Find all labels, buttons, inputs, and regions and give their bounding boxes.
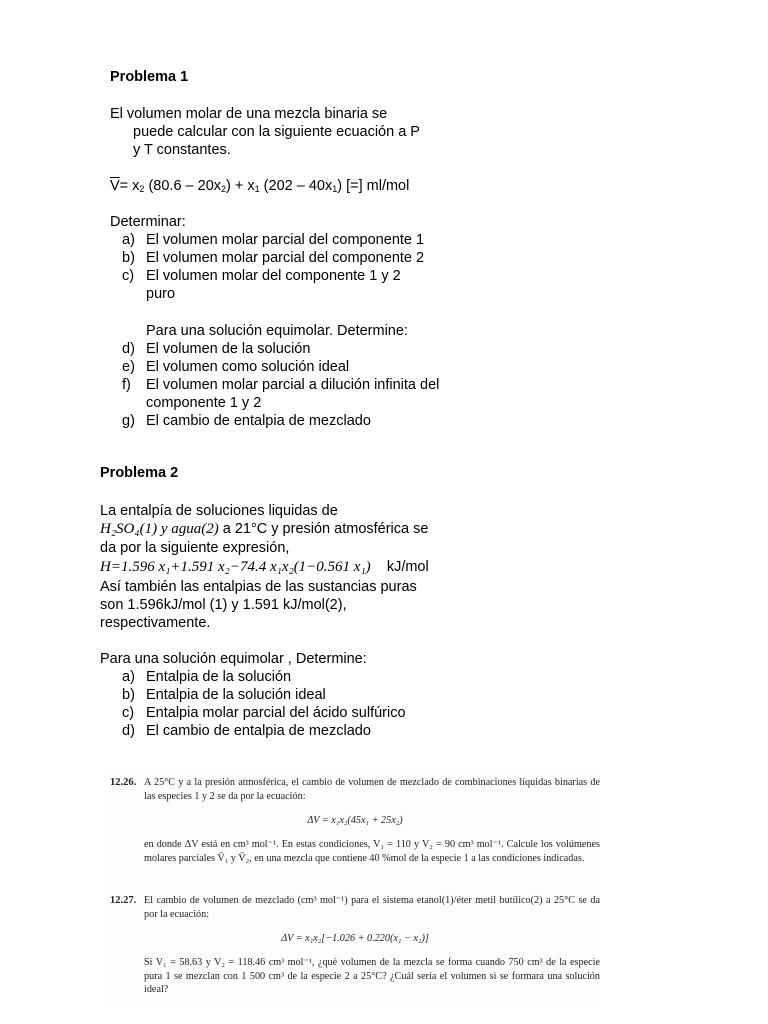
list-item: e) El volumen como solución ideal — [122, 359, 350, 375]
exercise-number-1227: 12.27. — [110, 895, 137, 906]
exercise-1227-equation: ΔV = x₁x₂[−1.026 + 0.220(x₁ − x₂)] — [281, 933, 429, 944]
problem1-equation: $\overline{V}= x_2$ $(80.6 - 20x_2) + x_1$ $(202 - 40x_1)$ [=] ml/mol — [110, 178, 410, 194]
problem1-list-1 — [122, 231, 462, 303]
problem1-intro-line2: puede calcular con la siguiente ecuación a P — [133, 124, 420, 140]
enthalpy-expression: H=1.596 x₁+1.591 x₂−74.4 x₁x₂(1−0.561 x₁) — [100, 559, 371, 575]
list-item: f) El volumen molar parcial a dilución infinita del componente 1 y 2 — [122, 377, 440, 411]
molar-volume-symbol: $\overline{V}$ — [110, 178, 120, 194]
problem1-determine: Determinar: — [110, 214, 186, 230]
exercise-1226-text: A 25°C y a la presión atmosférica, el cambio de volumen de mezclado de combinaciones líquidas binarias de las especies 1 y 2 se da por la ecuación: — [144, 777, 600, 802]
list-item: d) El volumen de la solución — [122, 341, 311, 357]
problem2-line7: respectivamente. — [100, 615, 211, 631]
problem1-intro-line3: y T constantes. — [133, 142, 231, 158]
problem2-equation — [100, 558, 429, 576]
problem2-line5: Así también las entalpias de las sustancias puras — [100, 579, 417, 595]
list-item: b) Entalpia de la solución ideal — [122, 687, 326, 703]
list-item: b) El volumen molar parcial del componente 2 — [122, 250, 425, 266]
exercise-1226-equation: ΔV = x₁x₂(45x₁ + 25x₂) — [307, 815, 403, 826]
list-item: a) Entalpia de la solución — [122, 669, 292, 685]
problem2-line3: da por la siguiente expresión, — [100, 540, 290, 556]
list-item: c) Entalpia molar parcial del ácido sulfúrico — [122, 705, 406, 721]
problem1-list-2 — [122, 340, 462, 430]
problem2-line2: H₂SO₄(1) y agua(2) a 21°C y presión atmosférica se — [100, 521, 429, 537]
exercise-1227-text: El cambio de volumen de mezclado (cm³ mol⁻¹) para el sistema etanol(1)/éter metil butílico(2) a 25°C se da por la ecuación: — [144, 895, 600, 920]
exercise-1227-text2: Si V₁ = 58.63 y V₂ = 118.46 cm³ mol⁻¹, ¿qué volumen de la mezcla se forma cuando 750 cm³ de la especie pura 1 se mezclan con 1 500 cm³ de la especie 2 a 25°C? ¿Cuál sería el volumen si se formara una solución ideal? — [144, 957, 600, 995]
enthalpy-unit: kJ/mol — [386, 559, 429, 575]
list-item: d) El cambio de entalpia de mezclado — [122, 723, 371, 739]
problem2-list — [122, 668, 462, 740]
problem1-title: Problema 1 — [110, 69, 189, 85]
problem1-intro-line1: El volumen molar de una mezcla binaria se — [110, 106, 388, 122]
exercise-number-1226: 12.26. — [110, 777, 137, 788]
list-item: g) El cambio de entalpia de mezclado — [122, 413, 371, 429]
problem2-line1: La entalpía de soluciones liquidas de — [100, 503, 338, 519]
exercise-1226-text2: en donde ΔV está en cm³ mol⁻¹. En estas condiciones, V₁ = 110 y V₂ = 90 cm³ mol⁻¹. Calcule los volúmenes molares parciales V̄₁ y V̄₂, en una mezcla que contiene 40 %mol de la especie 1 a las condiciones indicadas. — [144, 839, 600, 864]
problem2-line6: son 1.596kJ/mol (1) y 1.591 kJ/mol(2), — [100, 597, 347, 613]
sulfuric-acid-formula: H₂SO₄(1) y agua(2) — [100, 521, 219, 537]
problem2-sub-intro: Para una solución equimolar , Determine: — [100, 651, 367, 667]
textbook-excerpt — [110, 770, 600, 1004]
list-item: a) El volumen molar parcial del componente 1 — [122, 232, 425, 248]
problem1-sub-intro: Para una solución equimolar. Determine: — [146, 323, 408, 339]
problem2-title: Problema 2 — [100, 465, 179, 481]
list-item: c) El volumen molar del componente 1 y 2 puro — [122, 268, 401, 302]
